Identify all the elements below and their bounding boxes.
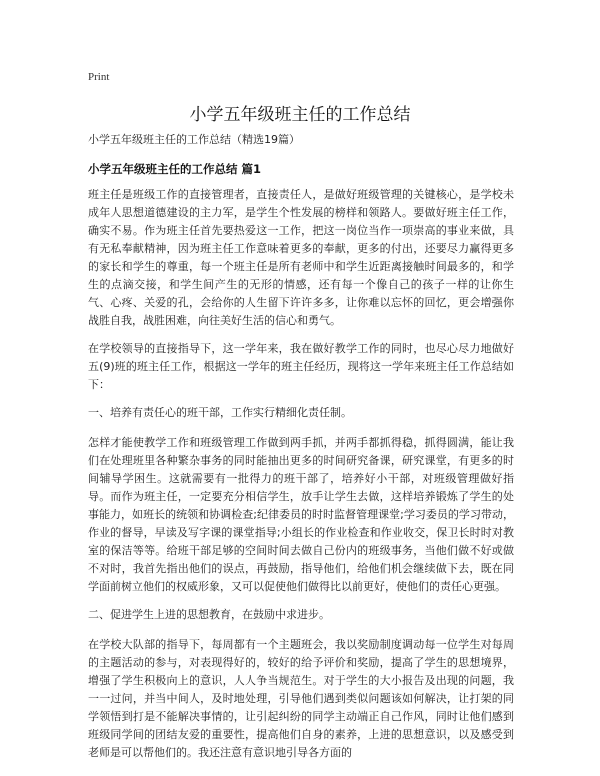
point-heading: 一、培养有责任心的班干部，工作实行精细化责任制。 (88, 406, 352, 419)
body-paragraph: 在学校领导的直接指导下，这一学年来，我在做好教学工作的同时，也尽心尽力地做好五(9)班的班主任工作，根据这一学年的班主任经历，现将这一学年来班主任工作总结如下： (88, 342, 514, 391)
body-paragraph: 怎样才能使教学工作和班级管理工作做到两手抓，并两手都抓得稳，抓得圆满，能让我们在处理班里各种繁杂事务的同时能抽出更多的时间研究备课，研究课堂，有更多的时间辅导学困生。这就需要有一批得力的班干部了，培养好小干部，对班级管理做好指导。而作为班主任，一定要充分相信学生，放手让学生去做，这样培养锻炼了学生的处事能力，如班长的统领和协调检查;纪律委员的时时监督管理课堂;学习委员的学习带动，作业的督导，早读及写字课的课堂指导;小组长的作业检查和作业收交，保卫长时时对教室的保洁等等。给班干部足够的空间时间去做自己份内的班级事务，当他们做不好或做不对时，我首先指出他们的误点，再鼓励，指导他们，给他们机会继续做下去，既在同学面前树立他们的权威形象，又可以促使他们做得比以前更好，使他们的责任心更强。 (88, 436, 514, 593)
document-body (88, 186, 514, 772)
document-subtitle: 小学五年级班主任的工作总结（精选19篇） (88, 133, 300, 146)
body-paragraph: 在学校大队部的指导下，每周都有一个主题班会，我以奖励制度调动每一位学生对每周的主题活动的参与，对表现得好的，较好的给予评价和奖励，提高了学生的思想境界，增强了学生积极向上的意识，人人争当规范生。对于学生的大小报告及出现的问题，我一一过问，并当中间人，及时地处理，引导他们遇到类似问题该如何解决，让打架的同学领悟到打是不能解决事情的，让引起纠纷的同学主动端正自己作风，同时让他们感到班级同学间的团结友爱的重要性，提高他们自身的素养，上进的思想意识，以及感受到老师是可以帮他们的。我还注意有意识地引导各方面的 (88, 638, 514, 759)
point-heading: 二、促进学生上进的思想教育，在鼓励中求进步。 (88, 608, 330, 621)
document-title: 小学五年级班主任的工作总结 (189, 105, 411, 125)
print-link[interactable]: Print (88, 71, 110, 83)
body-paragraph: 班主任是班级工作的直接管理者，直接责任人，是做好班级管理的关键核心，是学校未成年人思想道德建设的主力军，是学生个性发展的榜样和领路人。要做好班主任工作，确实不易。作为班主任首先要热爱这一工作，把这一岗位当作一项崇高的事业来做，具有无私奉献精神，因为班主任工作意味着更多的奉献，更多的付出，还要尽力赢得更多的家长和学生的尊重，每一个班主任是所有老师中和学生近距离接触时间最多的，和学生的点滴交接，和学生间产生的无形的情感，还有每一个像自己的孩子一样的让你生气、心疼、关爱的孔，会给你的人生留下许许多多，让你难以忘怀的回忆，更会增强你战胜自我，战胜困难，向往美好生活的信心和勇气。 (88, 188, 514, 327)
section-heading: 小学五年级班主任的工作总结 篇1 (88, 162, 262, 176)
